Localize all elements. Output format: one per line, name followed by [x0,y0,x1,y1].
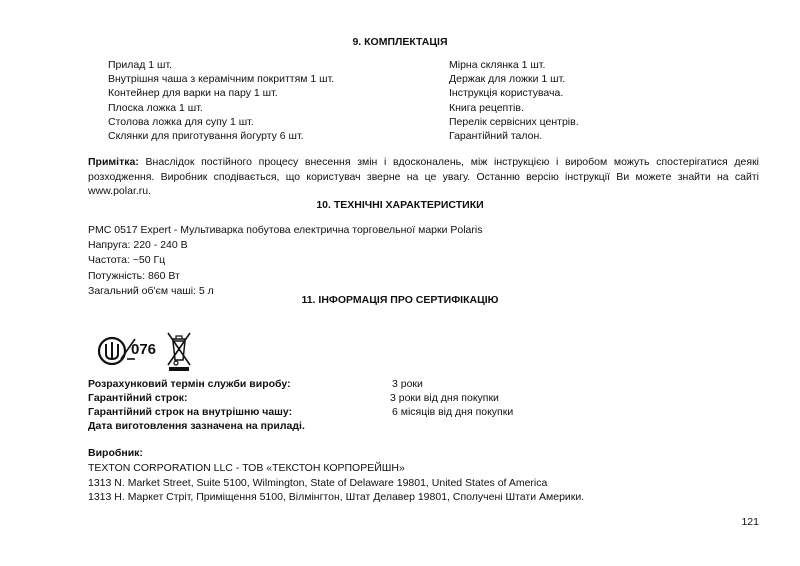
bowl-warranty-value: 6 місяців від дня покупки [392,406,514,418]
warranty-value: 3 роки від дня покупки [390,392,499,404]
list-item: Книга рецептів. [449,101,524,114]
note-paragraph [88,155,759,199]
list-item: Перелік сервісних центрів. [449,115,579,128]
bowl-warranty-label: Гарантійний строк на внутрішню чашу: [88,406,293,418]
spec-line: PMC 0517 Expert - Мультиварка побутова електрична торговельної марки Polaris [88,224,483,236]
list-item: Контейнер для варки на пару 1 шт. [108,87,278,100]
certification-marks [95,330,200,372]
manufacturer-line: 1313 N. Market Street, Suite 5100, Wilmington, State of Delaware 19801, United States of America [88,476,548,489]
list-item: Мірна склянка 1 шт. [449,59,546,71]
warranty-label: Гарантійний строк: [88,392,188,404]
note-label: Примітка: [88,156,139,168]
section-11-heading: 11. ІНФОРМАЦІЯ ПРО СЕРТИФІКАЦІЮ [301,294,499,306]
spec-line: Напруга: 220 - 240 В [88,239,188,252]
crossed-bin-icon [165,330,193,372]
section-10-heading: 10. ТЕХНІЧНІ ХАРАКТЕРИСТИКИ [316,199,484,211]
list-item: Інструкція користувача. [449,87,564,100]
list-item: Плоска ложка 1 шт. [108,101,203,114]
page-number: 121 [741,516,759,528]
spec-line: Частота: ~50 Гц [88,254,166,267]
service-life-value: 3 роки [392,378,423,390]
list-item: Прилад 1 шт. [108,59,173,71]
package-list-left [108,58,334,143]
manufacturer-info [88,461,584,505]
manufacturer-line: TEXTON CORPORATION LLC - ТОВ «ТЕКСТОН КОРПОРЕЙШН» [88,462,405,474]
manufacture-date-note: Дата виготовлення зазначена на приладі. [88,420,305,432]
spec-line: Потужність: 860 Вт [88,269,180,282]
note-text: Внаслідок постійного процесу внесення змін і вдосконалень, між інструкцією і виробом можуть спостерігатися деякі розходження. Виробник сподівається, що користувач зверне на це увагу. Останню версію інструкції Ви можете знайти на сайті www.polar.ru. [88,156,759,198]
list-item: Держак для ложки 1 шт. [449,73,566,86]
list-item: Внутрішня чаша з керамічним покриттям 1 шт. [108,73,335,86]
manufacturer-line: 1313 Н. Маркет Стріт, Приміщення 5100, Вілмінгтон, Штат Делавер 19801, Сполучені Штати Америки. [88,491,585,504]
manufacturer-label: Виробник: [88,447,143,459]
list-item: Гарантійний талон. [449,130,543,143]
package-list-right [449,58,579,143]
cert-number: 076 [131,341,157,358]
service-life-label: Розрахунковий термін служби виробу: [88,378,291,390]
list-item: Склянки для приготування йогурту 6 шт. [108,130,304,143]
tech-specs [88,223,482,299]
list-item: Столова ложка для супу 1 шт. [108,115,254,128]
spec-line: Загальний об'єм чаші: 5 л [88,284,214,297]
section-9-heading: 9. КОМПЛЕКТАЦІЯ [352,36,448,48]
